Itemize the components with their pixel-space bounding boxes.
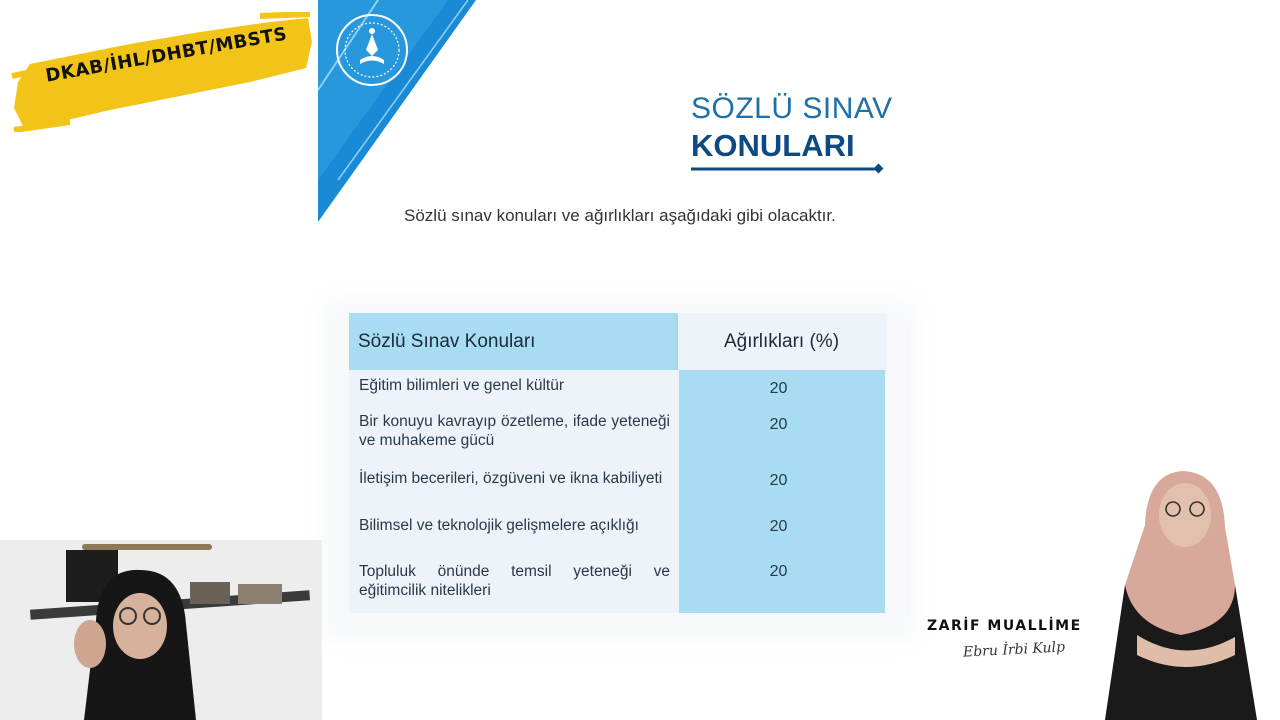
topic-cell: İletişim becerileri, özgüveni ve ikna kabiliyeti	[359, 470, 663, 487]
topic-cell: Eğitim bilimleri ve genel kültür	[359, 377, 565, 394]
weight-cell: 20	[769, 518, 788, 535]
webcam-feed	[0, 540, 322, 720]
weights-column	[679, 370, 885, 613]
header-weights: Ağırlıkları (%)	[678, 313, 885, 370]
slide-title-line-1: SÖZLÜ SINAV	[691, 92, 893, 125]
header-topics: Sözlü Sınav Konuları	[349, 313, 678, 370]
topic-cell: Bir konuyu kavrayıp özetleme, ifade yeteneği ve muhakeme gücü	[359, 413, 670, 449]
topic-cell: Bilimsel ve teknolojik gelişmelere açıklığı	[359, 517, 639, 534]
topics-column	[349, 370, 679, 613]
weight-cell: 20	[769, 563, 788, 580]
title-underline	[691, 163, 887, 175]
table-header	[349, 313, 885, 370]
badge-label: DKAB/İHL/DHBT/MBSTS	[44, 23, 289, 87]
ministry-logo	[334, 12, 410, 88]
presenter-signature: Ebru İrbi Kulp	[962, 639, 1066, 661]
weight-cell: 20	[769, 380, 788, 397]
weight-cell: 20	[769, 472, 788, 489]
presenter-illustration	[1085, 465, 1275, 720]
table-body	[349, 370, 885, 613]
weight-cell: 20	[769, 416, 788, 433]
webcam-scene	[0, 540, 322, 720]
channel-badge	[10, 12, 315, 132]
topic-cell: Topluluk önünde temsil yeteneği ve eğitimcilik nitelikleri	[359, 563, 670, 599]
intro-text: Sözlü sınav konuları ve ağırlıkları aşağıdaki gibi olacaktır.	[404, 206, 836, 225]
presenter-brand: ZARİF MUALLİME	[927, 618, 1082, 634]
exam-topics-table	[349, 313, 885, 613]
slide-title-line-2: KONULARI	[691, 128, 855, 163]
